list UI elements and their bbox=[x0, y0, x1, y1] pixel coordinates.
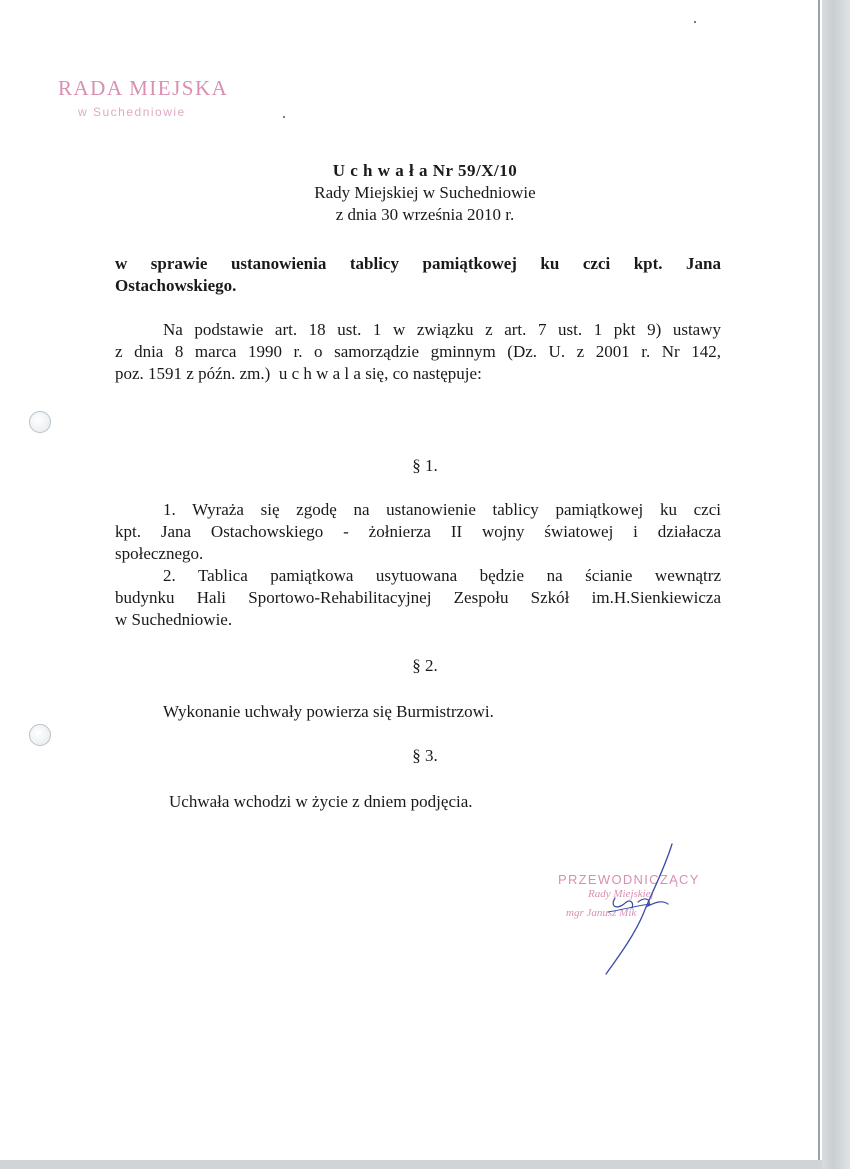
council-stamp-title: RADA MIEJSKA bbox=[58, 76, 229, 100]
punch-hole-bottom bbox=[29, 724, 51, 746]
section-1-item-2-line-2: budynku Hali Sportowo-Rehabilitacyjnej Zespołu Szkół im.H.Sienkiewicza bbox=[115, 588, 721, 607]
preamble-line-3: poz. 1591 z późn. zm.) u c h w a l a się, co następuje: bbox=[115, 364, 482, 383]
subject-line-1: w sprawie ustanowienia tablicy pamiątkowej ku czci kpt. Jana bbox=[115, 254, 721, 273]
resolution-heading bbox=[0, 160, 850, 226]
resolution-date: z dnia 30 września 2010 r. bbox=[335, 205, 515, 224]
resolution-subject bbox=[115, 253, 721, 297]
preamble-line-1: Na podstawie art. 18 ust. 1 w związku z art. 7 ust. 1 pkt 9) ustawy bbox=[163, 320, 721, 339]
punch-hole-top bbox=[29, 411, 51, 433]
chairman-stamp-name: mgr Janusz Mik bbox=[566, 907, 637, 919]
section-1-item-1-line-2: kpt. Jana Ostachowskiego - żołnierza II wojny światowej i działacza bbox=[115, 522, 721, 541]
preamble bbox=[115, 319, 721, 385]
scan-dot bbox=[694, 21, 696, 23]
section-1-body bbox=[115, 499, 721, 631]
section-1-item-1-line-1: 1. Wyraża się zgodę na ustanowienie tablicy pamiątkowej ku czci bbox=[163, 500, 721, 519]
section-1-item-2-line-1: 2. Tablica pamiątkowa usytuowana będzie na ścianie wewnątrz bbox=[163, 566, 721, 585]
preamble-line-2: z dnia 8 marca 1990 r. o samorządzie gminnym (Dz. U. z 2001 r. Nr 142, bbox=[115, 342, 721, 361]
signature-mark bbox=[560, 840, 680, 980]
chairman-stamp-title: PRZEWODNICZĄCY bbox=[558, 872, 700, 887]
council-stamp bbox=[58, 76, 238, 119]
scan-edge-bottom bbox=[0, 1160, 822, 1169]
section-2-text: Wykonanie uchwały powierza się Burmistrzowi. bbox=[163, 702, 494, 721]
section-1-mark: § 1. bbox=[412, 456, 438, 475]
section-3-text: Uchwała wchodzi w życie z dniem podjęcia. bbox=[169, 792, 473, 811]
section-3-mark: § 3. bbox=[412, 746, 438, 765]
council-stamp-subtitle: w Suchedniowie bbox=[78, 105, 186, 119]
section-1-item-1-line-3: społecznego. bbox=[115, 544, 204, 563]
resolution-title: U c h w a ł a Nr 59/X/10 bbox=[332, 161, 518, 180]
chairman-stamp-subtitle: Rady Miejskiej bbox=[588, 888, 654, 900]
resolution-issuer: Rady Miejskiej w Suchedniowie bbox=[314, 183, 536, 202]
scan-dot bbox=[283, 116, 285, 118]
section-2-mark: § 2. bbox=[412, 656, 438, 675]
section-1-item-2-line-3: w Suchedniowie. bbox=[115, 610, 233, 629]
subject-line-2: Ostachowskiego. bbox=[115, 276, 237, 295]
